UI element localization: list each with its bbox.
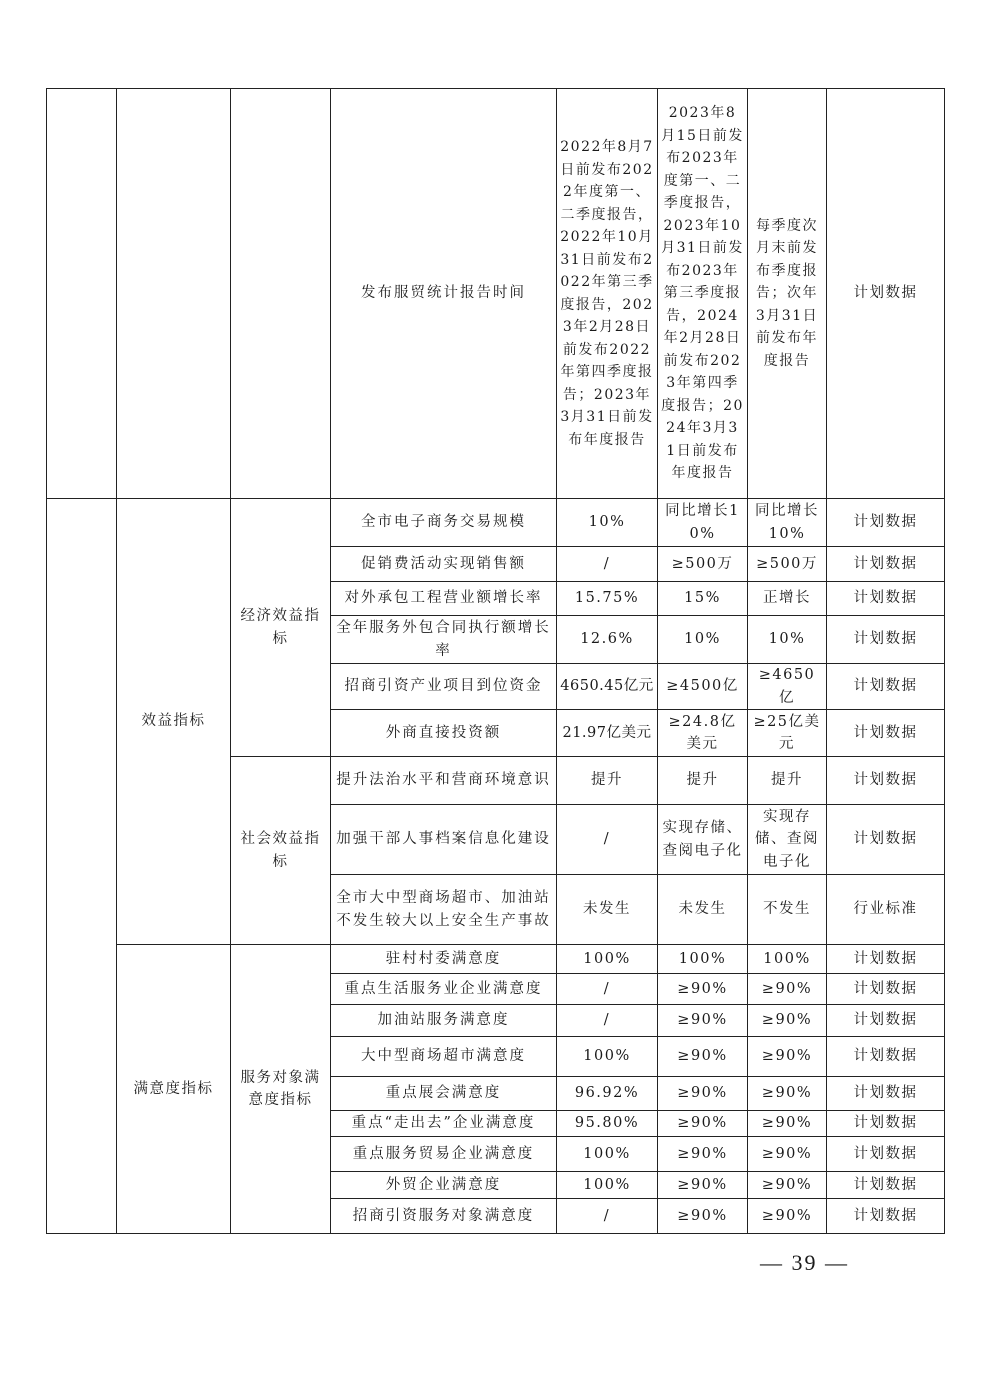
target-cell: 提升 — [658, 757, 748, 805]
basis-cell: 计划数据 — [827, 582, 945, 616]
blank-cell — [47, 89, 117, 499]
indicator-cell: 重点展会满意度 — [331, 1077, 557, 1111]
prev-value-cell: 96.92% — [557, 1077, 658, 1111]
prev-value-cell: / — [557, 1199, 658, 1234]
indicator-cell: 全市大中型商场超市、加油站不发生较大以上安全生产事故 — [331, 875, 557, 945]
indicator-cell: 重点生活服务业企业满意度 — [331, 974, 557, 1005]
basis-cell: 计划数据 — [827, 547, 945, 582]
basis-cell: 计划数据 — [827, 805, 945, 875]
level2-cell: 社会效益指标 — [231, 757, 331, 945]
basis-cell: 计划数据 — [827, 974, 945, 1005]
long-term-cell: ≥90% — [748, 1199, 827, 1234]
basis-cell: 计划数据 — [827, 89, 945, 499]
level1-cell: 满意度指标 — [117, 945, 231, 1234]
basis-cell: 计划数据 — [827, 710, 945, 757]
long-term-cell: ≥90% — [748, 1037, 827, 1077]
basis-cell: 计划数据 — [827, 1137, 945, 1172]
target-cell: 同比增长10% — [658, 499, 748, 547]
prev-value-cell: 95.80% — [557, 1111, 658, 1137]
prev-value-cell: 未发生 — [557, 875, 658, 945]
long-term-cell: ≥4650亿 — [748, 664, 827, 710]
target-cell: ≥90% — [658, 1111, 748, 1137]
prev-value-cell: 提升 — [557, 757, 658, 805]
target-cell: ≥90% — [658, 1137, 748, 1172]
prev-value-cell: 21.97亿美元 — [557, 710, 658, 757]
prev-value-cell: 100% — [557, 945, 658, 974]
indicator-cell: 发布服贸统计报告时间 — [331, 89, 557, 499]
basis-cell: 计划数据 — [827, 499, 945, 547]
indicator-cell: 驻村村委满意度 — [331, 945, 557, 974]
long-term-cell: ≥90% — [748, 974, 827, 1005]
indicator-cell: 提升法治水平和营商环境意识 — [331, 757, 557, 805]
target-cell: ≥90% — [658, 1037, 748, 1077]
long-term-cell: ≥90% — [748, 1077, 827, 1111]
level2-cell: 服务对象满意度指标 — [231, 945, 331, 1234]
prev-value-cell: / — [557, 547, 658, 582]
indicator-cell: 招商引资服务对象满意度 — [331, 1199, 557, 1234]
basis-cell: 计划数据 — [827, 616, 945, 664]
prev-value-cell: 12.6% — [557, 616, 658, 664]
target-cell: ≥24.8亿美元 — [658, 710, 748, 757]
long-term-cell: ≥90% — [748, 1005, 827, 1037]
long-term-cell: 不发生 — [748, 875, 827, 945]
indicator-cell: 加强干部人事档案信息化建设 — [331, 805, 557, 875]
basis-cell: 计划数据 — [827, 1172, 945, 1199]
target-cell: 实现存储、查阅电子化 — [658, 805, 748, 875]
indicator-cell: 全市电子商务交易规模 — [331, 499, 557, 547]
performance-indicator-table — [46, 88, 945, 1234]
long-term-cell: ≥90% — [748, 1111, 827, 1137]
indicator-cell: 外商直接投资额 — [331, 710, 557, 757]
long-term-cell: ≥500万 — [748, 547, 827, 582]
basis-cell: 计划数据 — [827, 1199, 945, 1234]
level1-cell: 效益指标 — [117, 499, 231, 945]
table-row — [47, 945, 945, 974]
long-term-cell: 10% — [748, 616, 827, 664]
prev-value-cell: 100% — [557, 1037, 658, 1077]
indicator-cell: 重点服务贸易企业满意度 — [331, 1137, 557, 1172]
long-term-cell: 100% — [748, 945, 827, 974]
basis-cell: 行业标准 — [827, 875, 945, 945]
target-cell: 2023年8月15日前发布2023年度第一、二季度报告，2023年10月31日前发布2023年第三季度报告，2024年2月28日前发布2023年第四季度报告；2024年3月31日前发布年度报告 — [658, 89, 748, 499]
blank-cell — [117, 89, 231, 499]
target-cell: ≥4500亿 — [658, 664, 748, 710]
blank-cell — [231, 89, 331, 499]
prev-value-cell: 15.75% — [557, 582, 658, 616]
prev-value-cell: 100% — [557, 1172, 658, 1199]
long-term-cell: ≥90% — [748, 1172, 827, 1199]
indicator-cell: 外贸企业满意度 — [331, 1172, 557, 1199]
long-term-cell: 实现存储、查阅电子化 — [748, 805, 827, 875]
basis-cell: 计划数据 — [827, 757, 945, 805]
basis-cell: 计划数据 — [827, 945, 945, 974]
indicator-cell: 大中型商场超市满意度 — [331, 1037, 557, 1077]
indicator-cell: 促销费活动实现销售额 — [331, 547, 557, 582]
long-term-cell: ≥25亿美元 — [748, 710, 827, 757]
prev-value-cell: / — [557, 1005, 658, 1037]
basis-cell: 计划数据 — [827, 664, 945, 710]
long-term-cell: 同比增长10% — [748, 499, 827, 547]
long-term-cell: ≥90% — [748, 1137, 827, 1172]
long-term-cell: 每季度次月末前发布季度报告；次年3月31日前发布年度报告 — [748, 89, 827, 499]
level2-cell: 经济效益指标 — [231, 499, 331, 757]
indicator-cell: 招商引资产业项目到位资金 — [331, 664, 557, 710]
indicator-cell: 重点“走出去”企业满意度 — [331, 1111, 557, 1137]
prev-value-cell: / — [557, 805, 658, 875]
prev-value-cell: 10% — [557, 499, 658, 547]
basis-cell: 计划数据 — [827, 1111, 945, 1137]
basis-cell: 计划数据 — [827, 1037, 945, 1077]
prev-value-cell: 4650.45亿元 — [557, 664, 658, 710]
target-cell: ≥90% — [658, 1077, 748, 1111]
table-row — [47, 89, 945, 499]
blank-cell — [47, 499, 117, 1234]
target-cell: ≥90% — [658, 1199, 748, 1234]
target-cell: 15% — [658, 582, 748, 616]
indicator-cell: 对外承包工程营业额增长率 — [331, 582, 557, 616]
target-cell: 10% — [658, 616, 748, 664]
basis-cell: 计划数据 — [827, 1077, 945, 1111]
prev-value-cell: 2022年8月7日前发布2022年度第一、二季度报告，2022年10月31日前发布2022年第三季度报告，2023年2月28日前发布2022年第四季度报告；2023年3月31日前发布年度报告 — [557, 89, 658, 499]
long-term-cell: 正增长 — [748, 582, 827, 616]
indicator-cell: 全年服务外包合同执行额增长率 — [331, 616, 557, 664]
target-cell: ≥90% — [658, 1005, 748, 1037]
prev-value-cell: / — [557, 974, 658, 1005]
long-term-cell: 提升 — [748, 757, 827, 805]
target-cell: 未发生 — [658, 875, 748, 945]
target-cell: ≥500万 — [658, 547, 748, 582]
target-cell: ≥90% — [658, 974, 748, 1005]
indicator-cell: 加油站服务满意度 — [331, 1005, 557, 1037]
basis-cell: 计划数据 — [827, 1005, 945, 1037]
target-cell: 100% — [658, 945, 748, 974]
target-cell: ≥90% — [658, 1172, 748, 1199]
page-number: — 39 — — [760, 1250, 849, 1275]
prev-value-cell: 100% — [557, 1137, 658, 1172]
table-row — [47, 499, 945, 547]
